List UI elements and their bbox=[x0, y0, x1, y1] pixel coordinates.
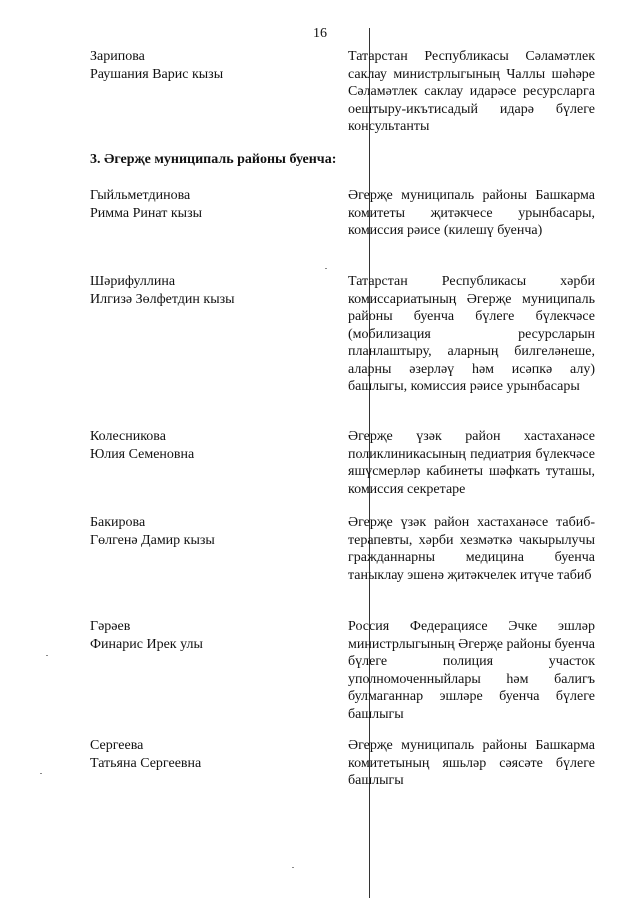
person-role: Татарстан Республикасы Сәламәтлек саклау министрлыгының Чаллы шәһәре Сәламәтлек саклау идарәсе ресурсларга оештыру-икътисадый идарә бүлеге консультанты bbox=[348, 49, 595, 134]
person-surname: Шәрифуллина bbox=[90, 274, 176, 289]
page-number: 16 bbox=[313, 26, 327, 41]
section-heading: 3. Әгерҗе муниципаль районы буенча: bbox=[90, 152, 337, 167]
scan-speck bbox=[46, 655, 48, 656]
person-surname: Зарипова bbox=[90, 49, 145, 64]
person-role: Әгерҗе муниципаль районы Башкарма комитетының яшьләр сәясәте бүлеге башлыгы bbox=[348, 738, 595, 788]
person-role: Татарстан Республикасы хәрби комиссариатының Әгерҗе муниципаль районы буенча бүлеге бүлекчәсе (мобилизация ресурсларын планлаштыру, аларның билгеләнеше, аларны әзерләү һәм исәпкә алу) башлыгы, комиссия рәисе урынбасары bbox=[348, 274, 595, 394]
person-surname: Гыйльметдинова bbox=[90, 188, 191, 203]
person-role: Россия Федерациясе Эчке эшләр министрлыгының Әгерҗе районы буенча бүлеге полиция участок уполномоченныйлары һәм балигъ булмаганнар эшләре буенча бүлеге башлыгы bbox=[348, 619, 595, 722]
person-surname: Сергеева bbox=[90, 738, 144, 753]
person-given-name: Юлия Семеновна bbox=[90, 446, 195, 462]
person-name bbox=[90, 428, 330, 463]
person-given-name: Татьяна Сергеевна bbox=[90, 755, 202, 771]
person-given-name: Гөлгенә Дамир кызы bbox=[90, 532, 215, 548]
person-given-name: Финарис Ирек улы bbox=[90, 636, 203, 652]
person-role: Әгерҗе үзәк район хастаханәсе поликлиникасының педиатрия бүлекчәсе яшүсмерләр кабинеты шәфкать туташы, комиссия секретаре bbox=[348, 429, 595, 497]
person-name bbox=[90, 514, 330, 549]
person-surname: Гәрәев bbox=[90, 619, 131, 634]
person-name bbox=[90, 618, 330, 653]
person-surname: Колесникова bbox=[90, 429, 166, 444]
scan-speck bbox=[325, 268, 327, 269]
scan-speck bbox=[292, 867, 294, 868]
person-given-name: Римма Ринат кызы bbox=[90, 205, 202, 221]
person-name bbox=[90, 737, 330, 772]
person-given-name: Раушания Варис кызы bbox=[90, 66, 224, 82]
person-role: Әгерҗе муниципаль районы Башкарма комитеты җитәкчесе урынбасары, комиссия рәисе (килешү буенча) bbox=[348, 188, 595, 238]
person-name bbox=[90, 187, 330, 222]
person-given-name: Илгизә Зөлфетдин кызы bbox=[90, 291, 235, 307]
person-role: Әгерҗе үзәк район хастаханәсе табиб-терапевты, хәрби хезмәткә чакырылучы гражданнарны медицина буенча таныклау эшенә җитәкчелек итүче табиб bbox=[348, 515, 595, 583]
person-name bbox=[90, 48, 330, 83]
person-surname: Бакирова bbox=[90, 515, 146, 530]
person-name bbox=[90, 273, 330, 308]
scan-speck bbox=[40, 773, 42, 774]
